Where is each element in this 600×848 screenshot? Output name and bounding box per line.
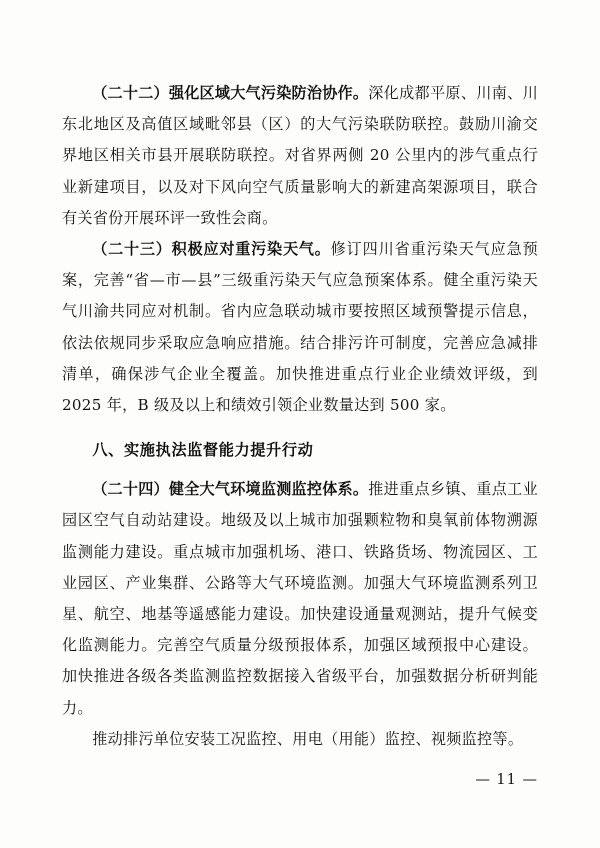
paragraph-24-text: 推进重点乡镇、重点工业园区空气自动站建设。地级及以上城市加强颗粒物和臭氧前体物溯源监测能力建设。重点城市加强机场、港口、铁路货场、物流园区、工业园区、产业集群、公路等大气环境监测。加强大气环境监测系列卫星、航空、地基等遥感能力建设。加快建设通量观测站，提升气候变化监测能力。完善空气质量分级预报体系，加强区域预报中心建设。加快推进各级各类监测监控数据接入省级平台，加强数据分析研判能力。: [62, 480, 538, 717]
paragraph-24-lead: （二十四）健全大气环境监测监控体系。: [92, 480, 369, 499]
document-body: [62, 78, 538, 755]
paragraph-24: [62, 474, 538, 724]
page-number: — 11 —: [475, 772, 538, 788]
section-heading-8: 八、实施执法监督能力提升行动: [92, 441, 314, 460]
paragraph-25: [62, 724, 538, 755]
paragraph-25-text: 推动排污单位安装工况监控、用电（用能）监控、视频监控等。: [92, 729, 524, 748]
paragraph-23-lead: （二十三）积极应对重污染天气。: [92, 240, 331, 259]
paragraph-22-lead: （二十二）强化区域大气污染防治协作。: [92, 84, 369, 102]
paragraph-22-text: 深化成都平原、川南、川东北地区及高值区域毗邻县（区）的大气污染联防联控。鼓励川渝交界地区相关市县开展联防联控。对省界两侧 20 公里内的涉气重点行业新建项目，以及对下风向空气质量影响大的新建高架源项目，联合有关省份开展环评一致性会商。: [62, 84, 538, 227]
paragraph-22: [62, 78, 538, 234]
paragraph-23-text: 修订四川省重污染天气应急预案，完善“省—市—县”三级重污染天气应急预案体系。健全重污染天气川渝共同应对机制。省内应急联动城市要按照区域预警提示信息，依法依规同步采取应急响应措施。结合排污许可制度，完善应急减排清单，确保涉气企业全覆盖。加快推进重点行业企业绩效评级，到 2025 年，B 级及以上和绩效引领企业数量达到 500 家。: [62, 240, 538, 415]
paragraph-23: [62, 234, 538, 421]
